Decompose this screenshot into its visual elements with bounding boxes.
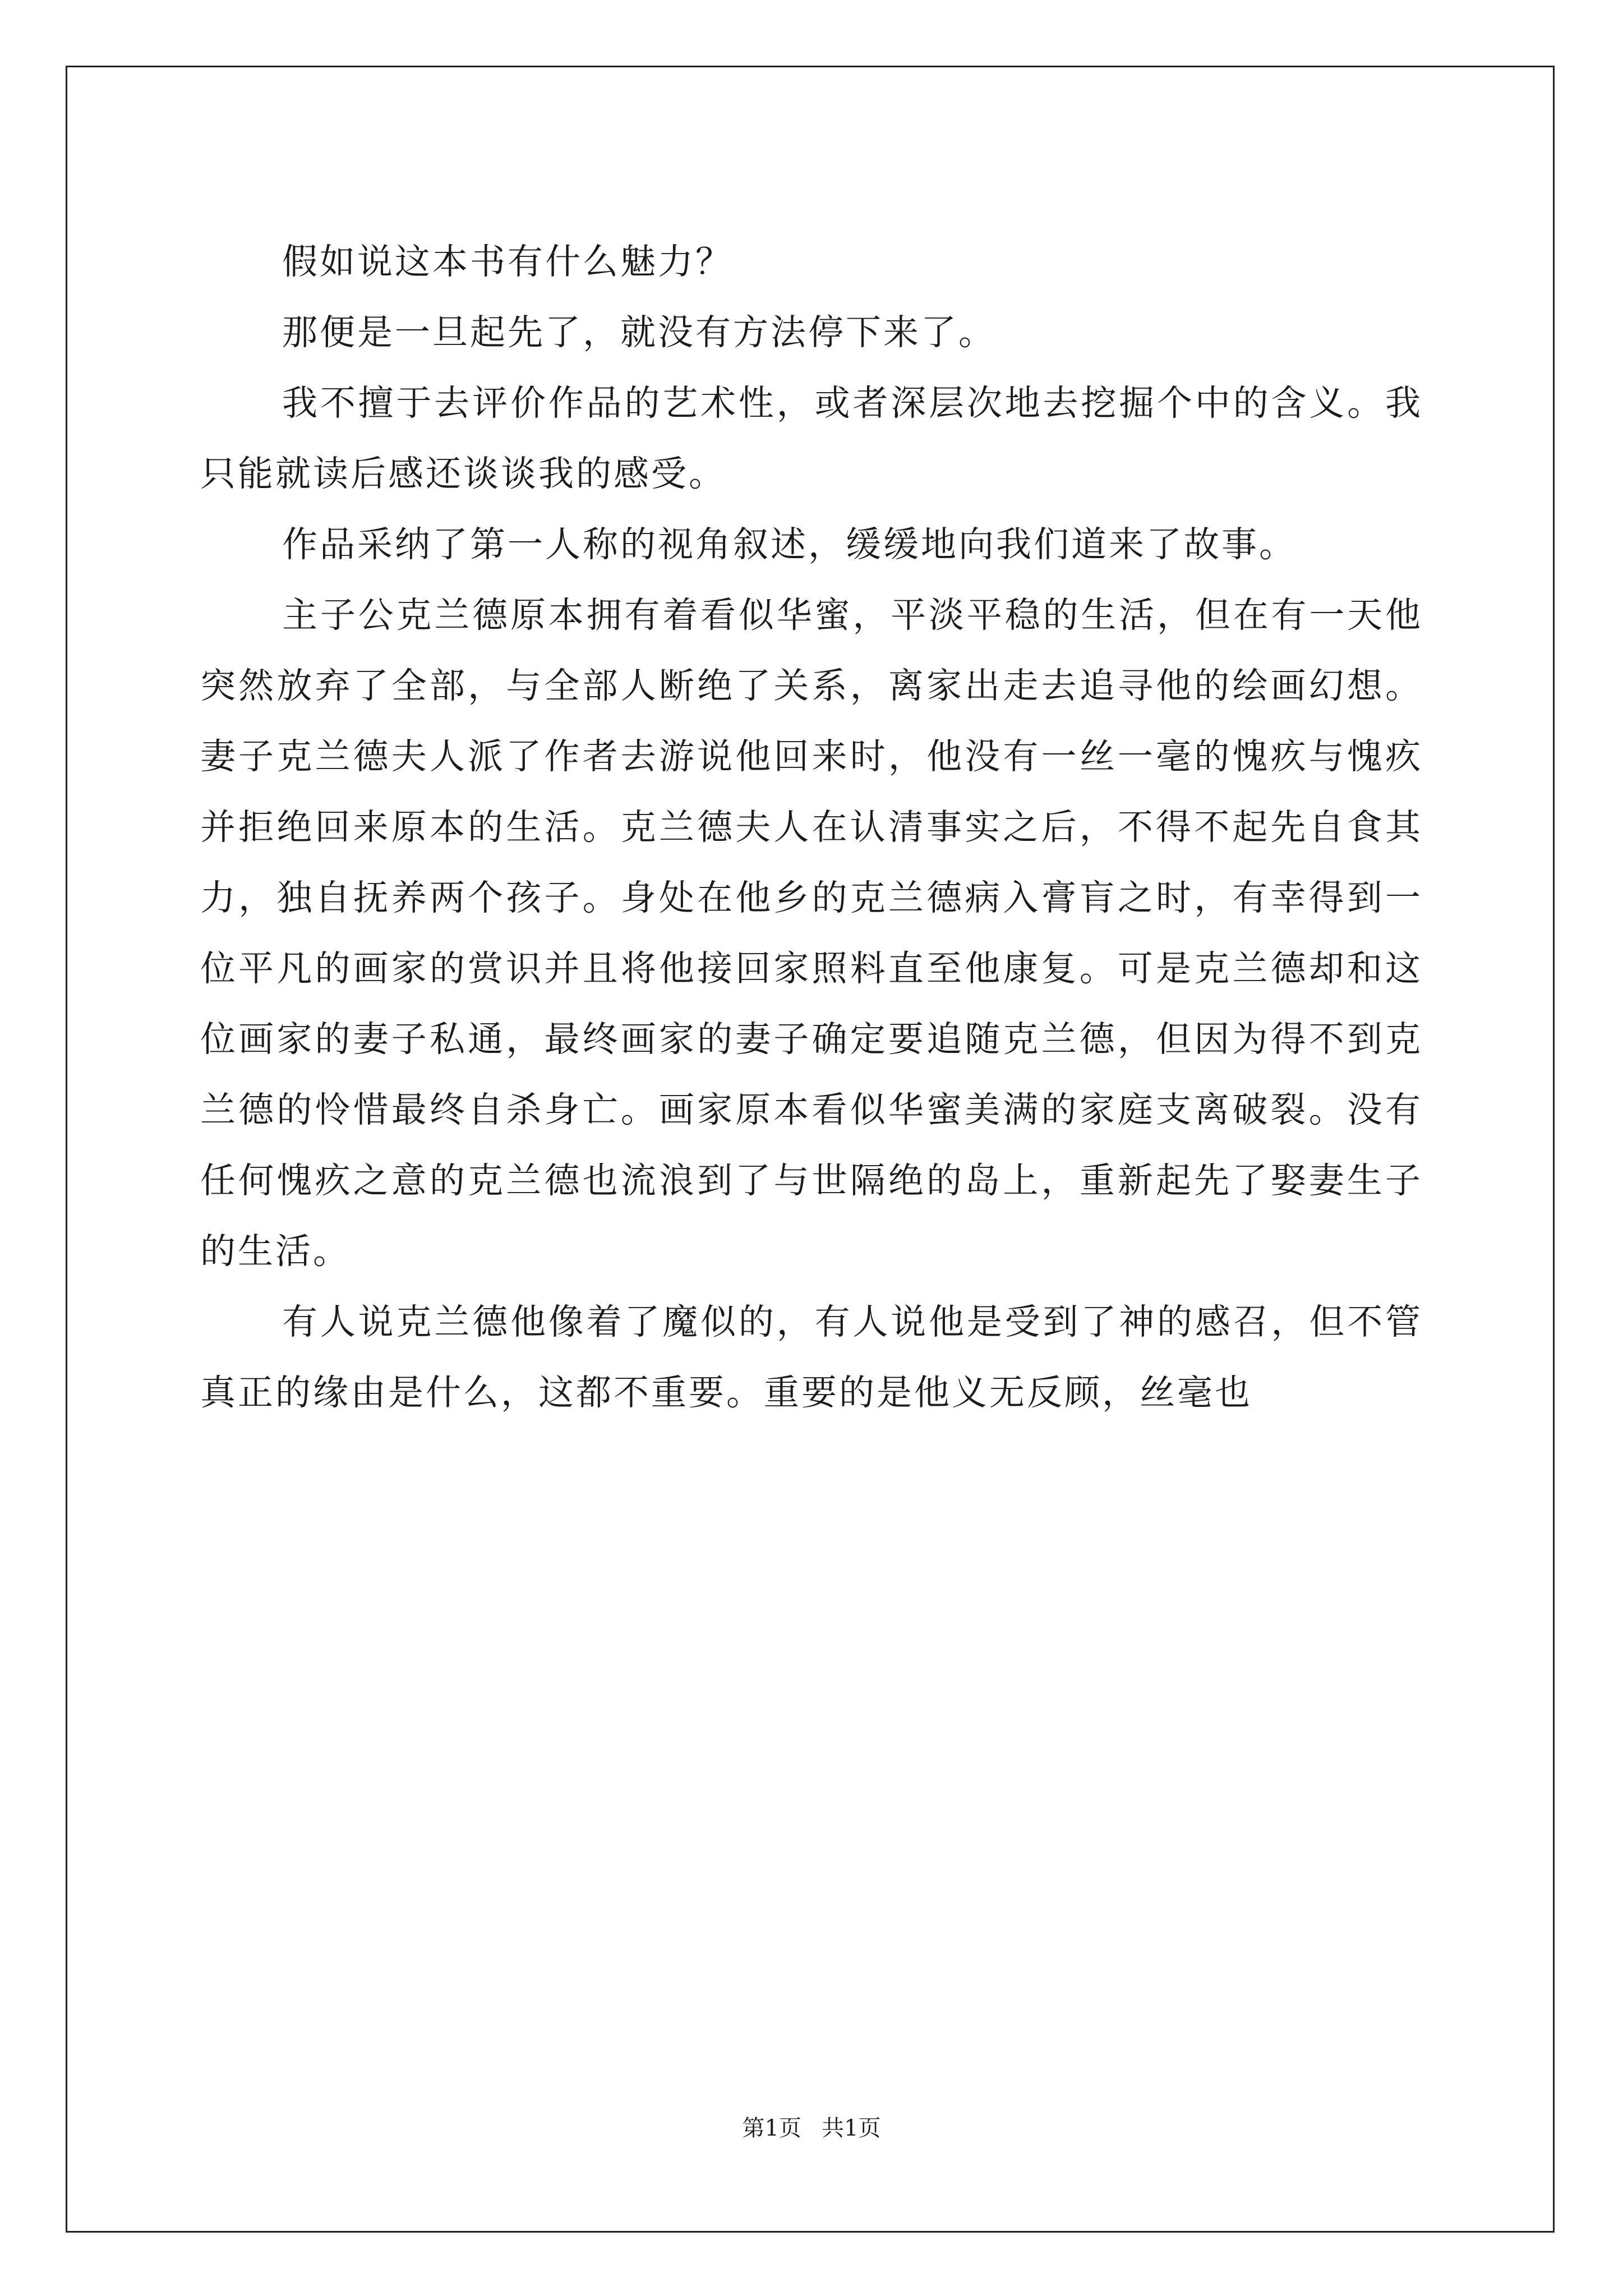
document-body <box>200 227 1423 1428</box>
paragraph: 我不擅于去评价作品的艺术性，或者深层次地去挖掘个中的含义。我只能就读后感还谈谈我的感受。 <box>200 383 1423 494</box>
page-number-current: 第1页 <box>742 2115 801 2141</box>
paragraph: 假如说这本书有什么魅力？ <box>282 241 733 282</box>
page-footer <box>0 2115 1623 2142</box>
paragraph: 有人说克兰德他像着了魔似的，有人说他是受到了神的感召，但不管真正的缘由是什么，这都不重要。重要的是他义无反顾，丝毫也 <box>200 1301 1423 1413</box>
paragraph: 那便是一旦起先了，就没有方法停下来了。 <box>282 312 996 353</box>
paragraph: 作品采纳了第一人称的视角叙述，缓缓地向我们道来了故事。 <box>282 524 1297 565</box>
paragraph: 主子公克兰德原本拥有着看似华蜜，平淡平稳的生活，但在有一天他突然放弃了全部，与全部人断绝了关系，离家出走去追寻他的绘画幻想。妻子克兰德夫人派了作者去游说他回来时，他没有一丝一毫的愧疚与愧疚并拒绝回来原本的生活。克兰德夫人在认清事实之后，不得不起先自食其力，独自抚养两个孩子。身处在他乡的克兰德病入膏肓之时，有幸得到一位平凡的画家的赏识并且将他接回家照料直至他康复。可是克兰德却和这位画家的妻子私通，最终画家的妻子确定要追随克兰德，但因为得不到克兰德的怜惜最终自杀身亡。画家原本看似华蜜美满的家庭支离破裂。没有任何愧疚之意的克兰德也流浪到了与世隔绝的岛上，重新起先了娶妻生子的生活。 <box>200 595 1423 1272</box>
page-number-total: 共1页 <box>822 2115 881 2141</box>
